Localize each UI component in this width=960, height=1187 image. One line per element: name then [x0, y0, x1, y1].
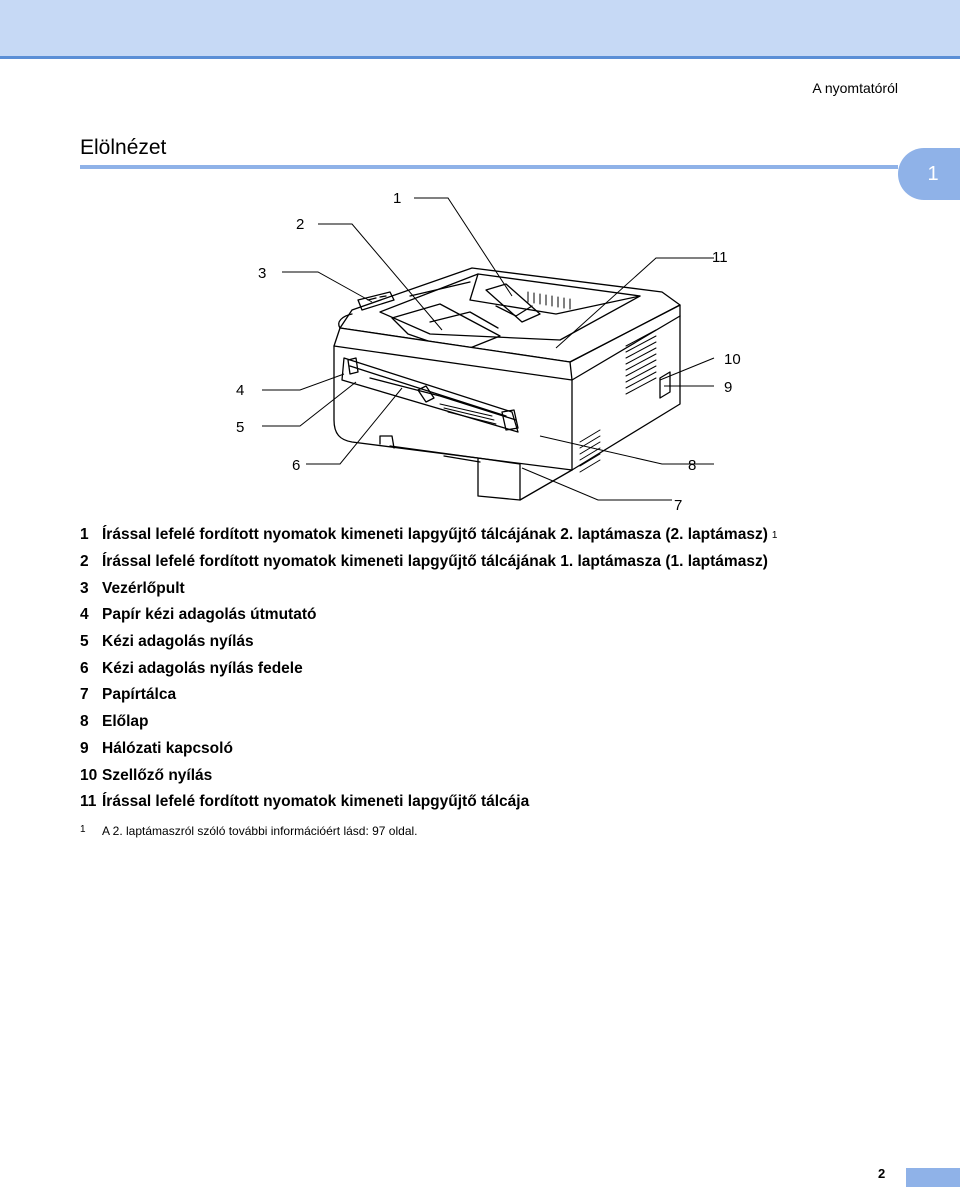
- top-header-band: [0, 0, 960, 59]
- footnote-number: 1: [80, 824, 86, 835]
- page-tab: [906, 1168, 960, 1187]
- section-title: Elölnézet: [80, 136, 167, 159]
- legend-item: [80, 709, 777, 736]
- callout-4: 4: [236, 382, 245, 399]
- legend-number: 10: [80, 766, 98, 784]
- callout-3: 3: [258, 265, 267, 282]
- legend-text: Kézi adagolás nyílás fedele: [102, 659, 303, 677]
- legend-number: 4: [80, 606, 89, 624]
- legend-number: 3: [80, 579, 89, 597]
- legend-number: 2: [80, 553, 89, 571]
- callout-9: 9: [724, 379, 733, 396]
- callout-2: 2: [296, 216, 305, 233]
- legend-item: [80, 762, 777, 789]
- legend-item: [80, 522, 777, 549]
- chapter-tab: 1: [898, 148, 960, 200]
- legend-text: Vezérlőpult: [102, 579, 185, 597]
- footnote-reference: 1: [771, 529, 778, 541]
- legend-number: 6: [80, 659, 89, 677]
- callout-11: 11: [712, 249, 728, 266]
- legend-item: [80, 575, 777, 602]
- legend-item: [80, 655, 777, 682]
- callout-8: 8: [688, 457, 697, 474]
- callout-6: 6: [292, 457, 301, 474]
- parts-legend: [80, 522, 777, 816]
- legend-number: 8: [80, 713, 89, 731]
- footnote-text: A 2. laptámaszról szóló további információért lásd: 97 oldal.: [102, 824, 418, 838]
- legend-text: Papírtálca: [102, 686, 177, 704]
- legend-text: Írással lefelé fordított nyomatok kimeneti lapgyűjtő tálcája: [102, 793, 530, 811]
- callout-5: 5: [236, 419, 245, 436]
- printer-front-view-figure: [0, 180, 960, 520]
- legend-text: Papír kézi adagolás útmutató: [102, 606, 317, 624]
- legend-item: [80, 602, 777, 629]
- title-rule: [80, 165, 898, 169]
- legend-number: 5: [80, 633, 89, 651]
- legend-item: [80, 549, 777, 576]
- legend-text: Írással lefelé fordított nyomatok kimeneti lapgyűjtő tálcájának 2. laptámasza (2. laptámasz): [102, 526, 768, 544]
- legend-text: Szellőző nyílás: [102, 766, 213, 784]
- callout-7: 7: [674, 497, 683, 514]
- legend-item: [80, 629, 777, 656]
- legend-item: [80, 736, 777, 763]
- legend-number: 7: [80, 686, 89, 704]
- legend-text: Kézi adagolás nyílás: [102, 633, 254, 651]
- legend-number: 9: [80, 739, 89, 757]
- callout-10: 10: [724, 351, 741, 368]
- legend-text: Hálózati kapcsoló: [102, 739, 233, 757]
- callout-1: 1: [393, 190, 402, 207]
- legend-number: 11: [80, 793, 97, 811]
- legend-text: Írással lefelé fordított nyomatok kimeneti lapgyűjtő tálcájának 1. laptámasza (1. laptámasz): [102, 553, 768, 571]
- legend-text: Előlap: [102, 713, 149, 731]
- running-header: A nyomtatóról: [812, 80, 898, 96]
- legend-number: 1: [80, 526, 89, 544]
- page-number: 2: [878, 1166, 886, 1181]
- printer-illustration: [334, 268, 680, 500]
- legend-item: [80, 789, 777, 816]
- legend-item: [80, 682, 777, 709]
- footnote: [80, 824, 418, 838]
